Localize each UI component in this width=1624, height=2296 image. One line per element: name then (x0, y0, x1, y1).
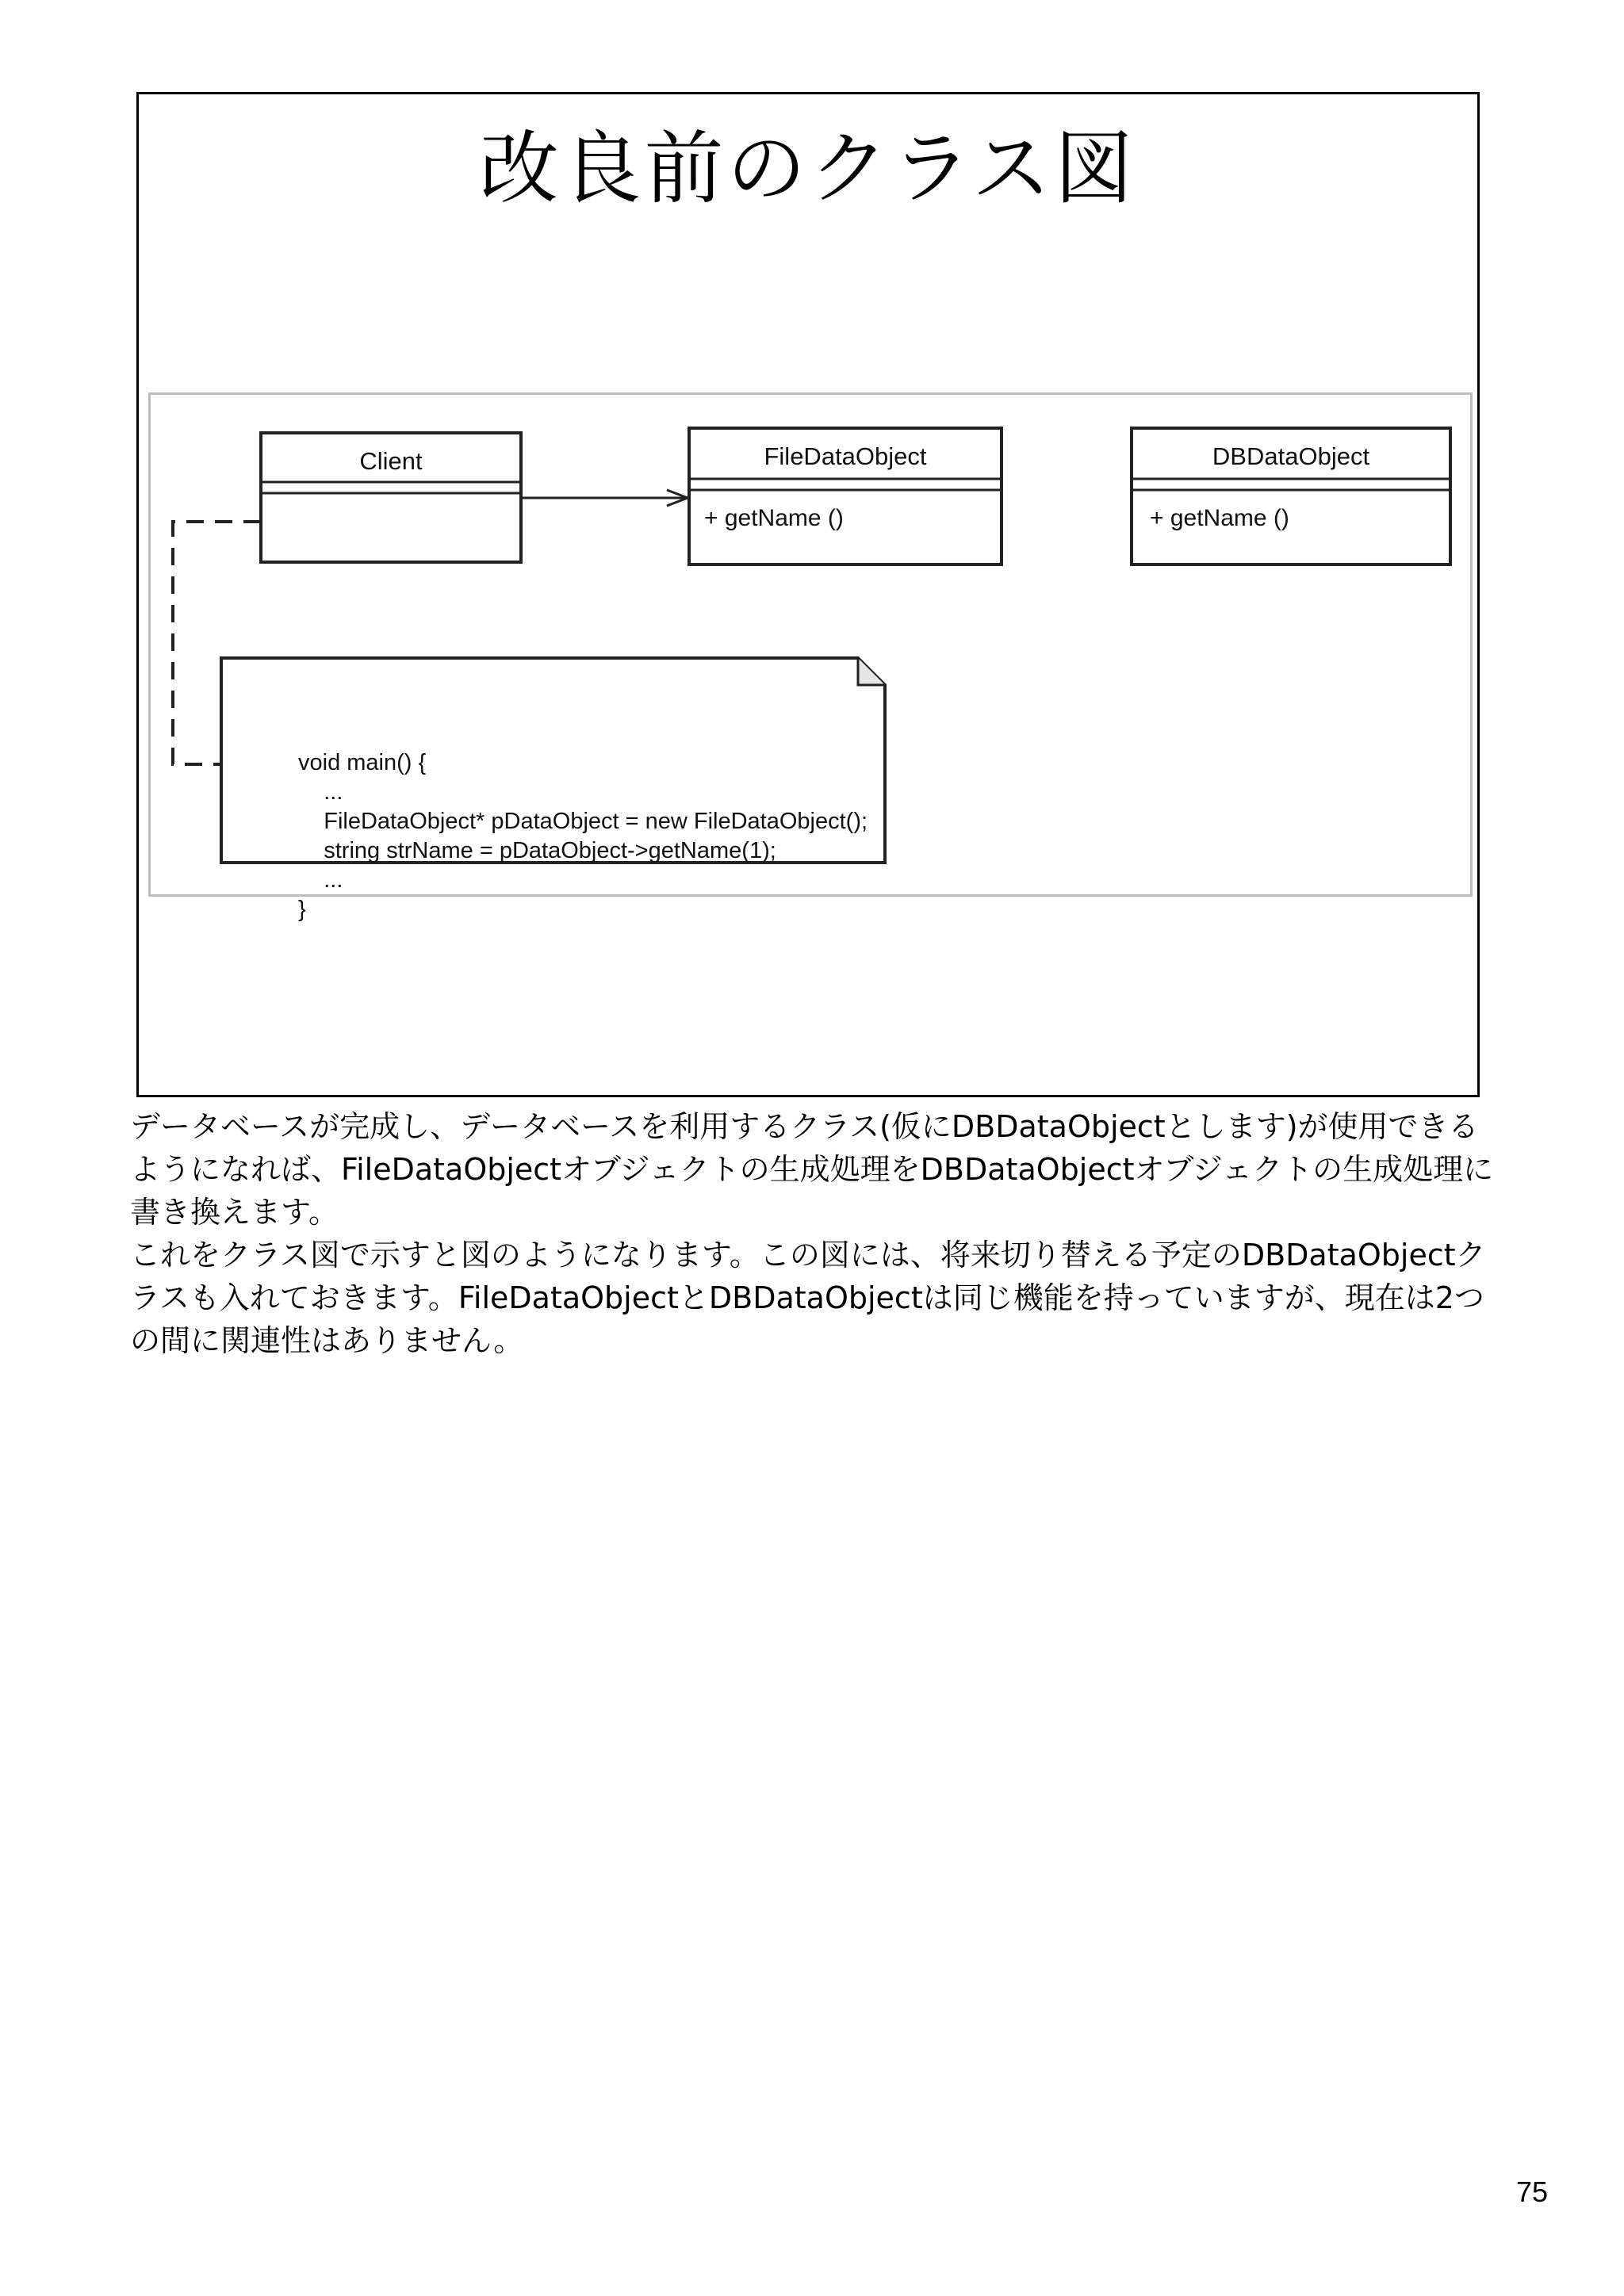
class-filedataobject-operation: + getName () (704, 505, 844, 531)
page-number: 75 (1516, 2175, 1549, 2208)
description-paragraph-2: これをクラス図で示すと図のようになります。この図には、将来切り替える予定のDBDataObjectクラスも入れておきます。FileDataObjectとDBDataObjectは同じ機能を持っていますが、現在は2つの間に関連性はありません。 (130, 1238, 1486, 1358)
class-client (261, 433, 521, 562)
class-filedataobject-name: FileDataObject (764, 442, 927, 470)
class-dbdataobject (1132, 428, 1450, 564)
class-dbdataobject-name: DBDataObject (1212, 442, 1370, 470)
class-client-name: Client (359, 447, 423, 475)
slide-title: 改良前のクラス図 (479, 122, 1137, 215)
class-filedataobject (689, 428, 1002, 564)
slide-frame (136, 92, 1480, 1097)
note-code-text: void main() { ... FileDataObject* pDataObject = new FileDataObject(); string strName = pDataObject->getName(1); ... } (298, 750, 868, 922)
description-paragraph-1: データベースが完成し、データベースを利用するクラス(仮にDBDataObjectとします)が使用できるようになれば、FileDataObjectオブジェクトの生成処理をDBDataObjectオブジェクトの生成処理に書き換えます。 (130, 1109, 1494, 1230)
description-text (130, 1105, 1494, 1362)
uml-class-diagram (148, 392, 1473, 922)
class-dbdataobject-operation: + getName () (1150, 505, 1289, 531)
